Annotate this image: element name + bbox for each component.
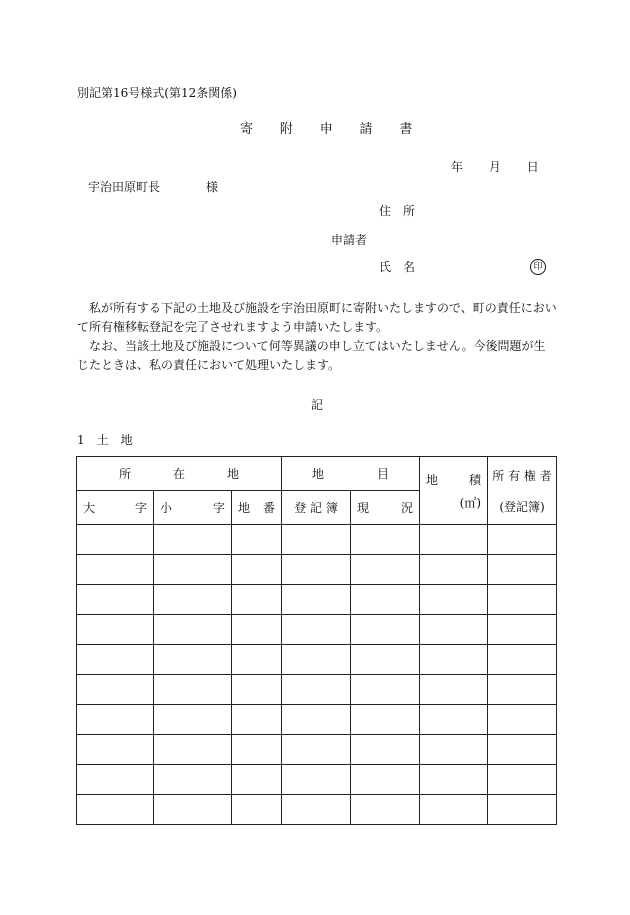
header-owner-label: 所 有 権 者	[492, 468, 552, 483]
header-area-char: 積	[469, 472, 482, 487]
form-label: 別記第16号様式(第12条関係)	[77, 86, 237, 100]
header-oaza-char: 字	[134, 501, 147, 515]
header-owner	[488, 457, 557, 525]
header-owner-note: (登記簿)	[499, 499, 545, 514]
date-month: 月	[488, 160, 501, 174]
table-cell[interactable]	[420, 525, 488, 555]
table-cell[interactable]	[232, 645, 282, 675]
table-cell[interactable]	[154, 765, 232, 795]
table-cell[interactable]	[351, 765, 420, 795]
table-cell[interactable]	[282, 615, 351, 645]
header-location	[77, 457, 282, 491]
table-cell[interactable]	[420, 705, 488, 735]
table-row	[77, 735, 557, 765]
table-cell[interactable]	[420, 555, 488, 585]
table-cell[interactable]	[154, 705, 232, 735]
table-cell[interactable]	[154, 735, 232, 765]
header-koaza-char: 小	[160, 501, 173, 515]
table-row	[77, 645, 557, 675]
header-current-char: 況	[401, 501, 414, 515]
header-land-category-char: 地	[312, 467, 325, 481]
body-paragraph-1: 私が所有する下記の土地及び施設を宇治田原町に寄附いたしますので、町の責任において所有権移転登記を完了させれますよう申請いたします。	[77, 301, 557, 334]
table-cell[interactable]	[282, 705, 351, 735]
table-cell[interactable]	[232, 555, 282, 585]
header-current-char: 現	[357, 501, 370, 515]
table-cell[interactable]	[488, 525, 557, 555]
table-cell[interactable]	[232, 585, 282, 615]
header-current	[351, 491, 420, 525]
table-cell[interactable]	[351, 555, 420, 585]
header-land-category	[282, 457, 420, 491]
table-cell[interactable]	[77, 645, 154, 675]
address-label: 住 所	[379, 204, 416, 218]
table-row	[77, 675, 557, 705]
land-table	[76, 456, 557, 825]
table-cell[interactable]	[77, 555, 154, 585]
table-cell[interactable]	[420, 735, 488, 765]
table-cell[interactable]	[351, 795, 420, 825]
table-cell[interactable]	[488, 735, 557, 765]
addressee-name: 宇治田原町長	[88, 180, 161, 194]
title-char: 書	[399, 122, 413, 137]
title-char: 附	[279, 122, 293, 137]
table-cell[interactable]	[282, 585, 351, 615]
seal-mark: 印	[530, 259, 546, 275]
table-cell[interactable]	[282, 525, 351, 555]
header-location-char: 所	[119, 467, 132, 481]
table-cell[interactable]	[232, 735, 282, 765]
table-row	[77, 585, 557, 615]
title-char: 請	[359, 122, 373, 137]
document-title	[240, 122, 412, 137]
table-cell[interactable]	[488, 675, 557, 705]
table-cell[interactable]	[351, 735, 420, 765]
table-cell[interactable]	[420, 675, 488, 705]
table-cell[interactable]	[351, 615, 420, 645]
table-cell[interactable]	[77, 795, 154, 825]
table-row	[77, 795, 557, 825]
table-cell[interactable]	[488, 615, 557, 645]
header-chiban	[232, 491, 282, 525]
table-cell[interactable]	[154, 615, 232, 645]
header-location-char: 在	[173, 467, 186, 481]
table-cell[interactable]	[232, 675, 282, 705]
table-cell[interactable]	[77, 675, 154, 705]
table-cell[interactable]	[488, 765, 557, 795]
table-cell[interactable]	[420, 645, 488, 675]
table-cell[interactable]	[351, 675, 420, 705]
table-cell[interactable]	[154, 525, 232, 555]
table-cell[interactable]	[282, 675, 351, 705]
applicant-label: 申請者	[331, 233, 368, 247]
table-cell[interactable]	[351, 525, 420, 555]
header-location-char: 地	[227, 467, 240, 481]
table-cell[interactable]	[488, 705, 557, 735]
table-row	[77, 765, 557, 795]
table-cell[interactable]	[488, 795, 557, 825]
header-koaza-char: 字	[212, 501, 225, 515]
table-row	[77, 615, 557, 645]
header-area-unit: (㎡)	[459, 495, 482, 510]
table-cell[interactable]	[282, 555, 351, 585]
table-row	[77, 705, 557, 735]
table-cell[interactable]	[154, 675, 232, 705]
table-cell[interactable]	[154, 645, 232, 675]
table-cell[interactable]	[154, 585, 232, 615]
table-cell[interactable]	[154, 795, 232, 825]
table-cell[interactable]	[351, 705, 420, 735]
table-cell[interactable]	[77, 615, 154, 645]
table-cell[interactable]	[77, 765, 154, 795]
table-cell[interactable]	[282, 795, 351, 825]
header-oaza	[77, 491, 154, 525]
table-cell[interactable]	[488, 645, 557, 675]
table-cell[interactable]	[232, 765, 282, 795]
header-area-char: 地	[426, 472, 439, 487]
table-row	[77, 525, 557, 555]
body-paragraph-2: なお、当該土地及び施設について何等異議の申し立てはいたしません。今後問題が生じたときは、私の責任において処理いたします。	[77, 339, 546, 372]
header-registry: 登 記 簿	[282, 491, 351, 525]
table-cell[interactable]	[77, 735, 154, 765]
table-cell[interactable]	[420, 765, 488, 795]
header-oaza-char: 大	[83, 501, 96, 515]
table-cell[interactable]	[232, 525, 282, 555]
table-cell[interactable]	[77, 525, 154, 555]
table-cell[interactable]	[420, 795, 488, 825]
table-cell[interactable]	[420, 585, 488, 615]
table-row	[77, 555, 557, 585]
title-char: 申	[319, 122, 333, 137]
header-land-category-char: 目	[377, 467, 390, 481]
table-cell[interactable]	[77, 585, 154, 615]
table-cell[interactable]	[232, 615, 282, 645]
header-koaza	[154, 491, 232, 525]
table-cell[interactable]	[282, 645, 351, 675]
ki-heading: 記	[311, 398, 324, 412]
header-chiban-char: 地	[238, 501, 251, 515]
table-cell[interactable]	[351, 645, 420, 675]
land-table-body	[77, 525, 557, 825]
table-cell[interactable]	[282, 765, 351, 795]
title-char: 寄	[240, 122, 254, 137]
addressee-suffix: 様	[206, 180, 219, 194]
table-cell[interactable]	[154, 555, 232, 585]
table-cell[interactable]	[488, 585, 557, 615]
table-cell[interactable]	[282, 735, 351, 765]
table-cell[interactable]	[420, 615, 488, 645]
table-cell[interactable]	[488, 555, 557, 585]
header-area	[420, 457, 488, 525]
date-day: 日	[526, 160, 539, 174]
name-label: 氏 名	[379, 260, 416, 274]
date-year: 年	[451, 160, 464, 174]
section-land-heading: 1 土 地	[77, 433, 133, 447]
table-cell[interactable]	[232, 795, 282, 825]
table-cell[interactable]	[351, 585, 420, 615]
date-line	[451, 160, 539, 174]
table-cell[interactable]	[77, 705, 154, 735]
header-chiban-char: 番	[263, 501, 276, 515]
table-cell[interactable]	[232, 705, 282, 735]
